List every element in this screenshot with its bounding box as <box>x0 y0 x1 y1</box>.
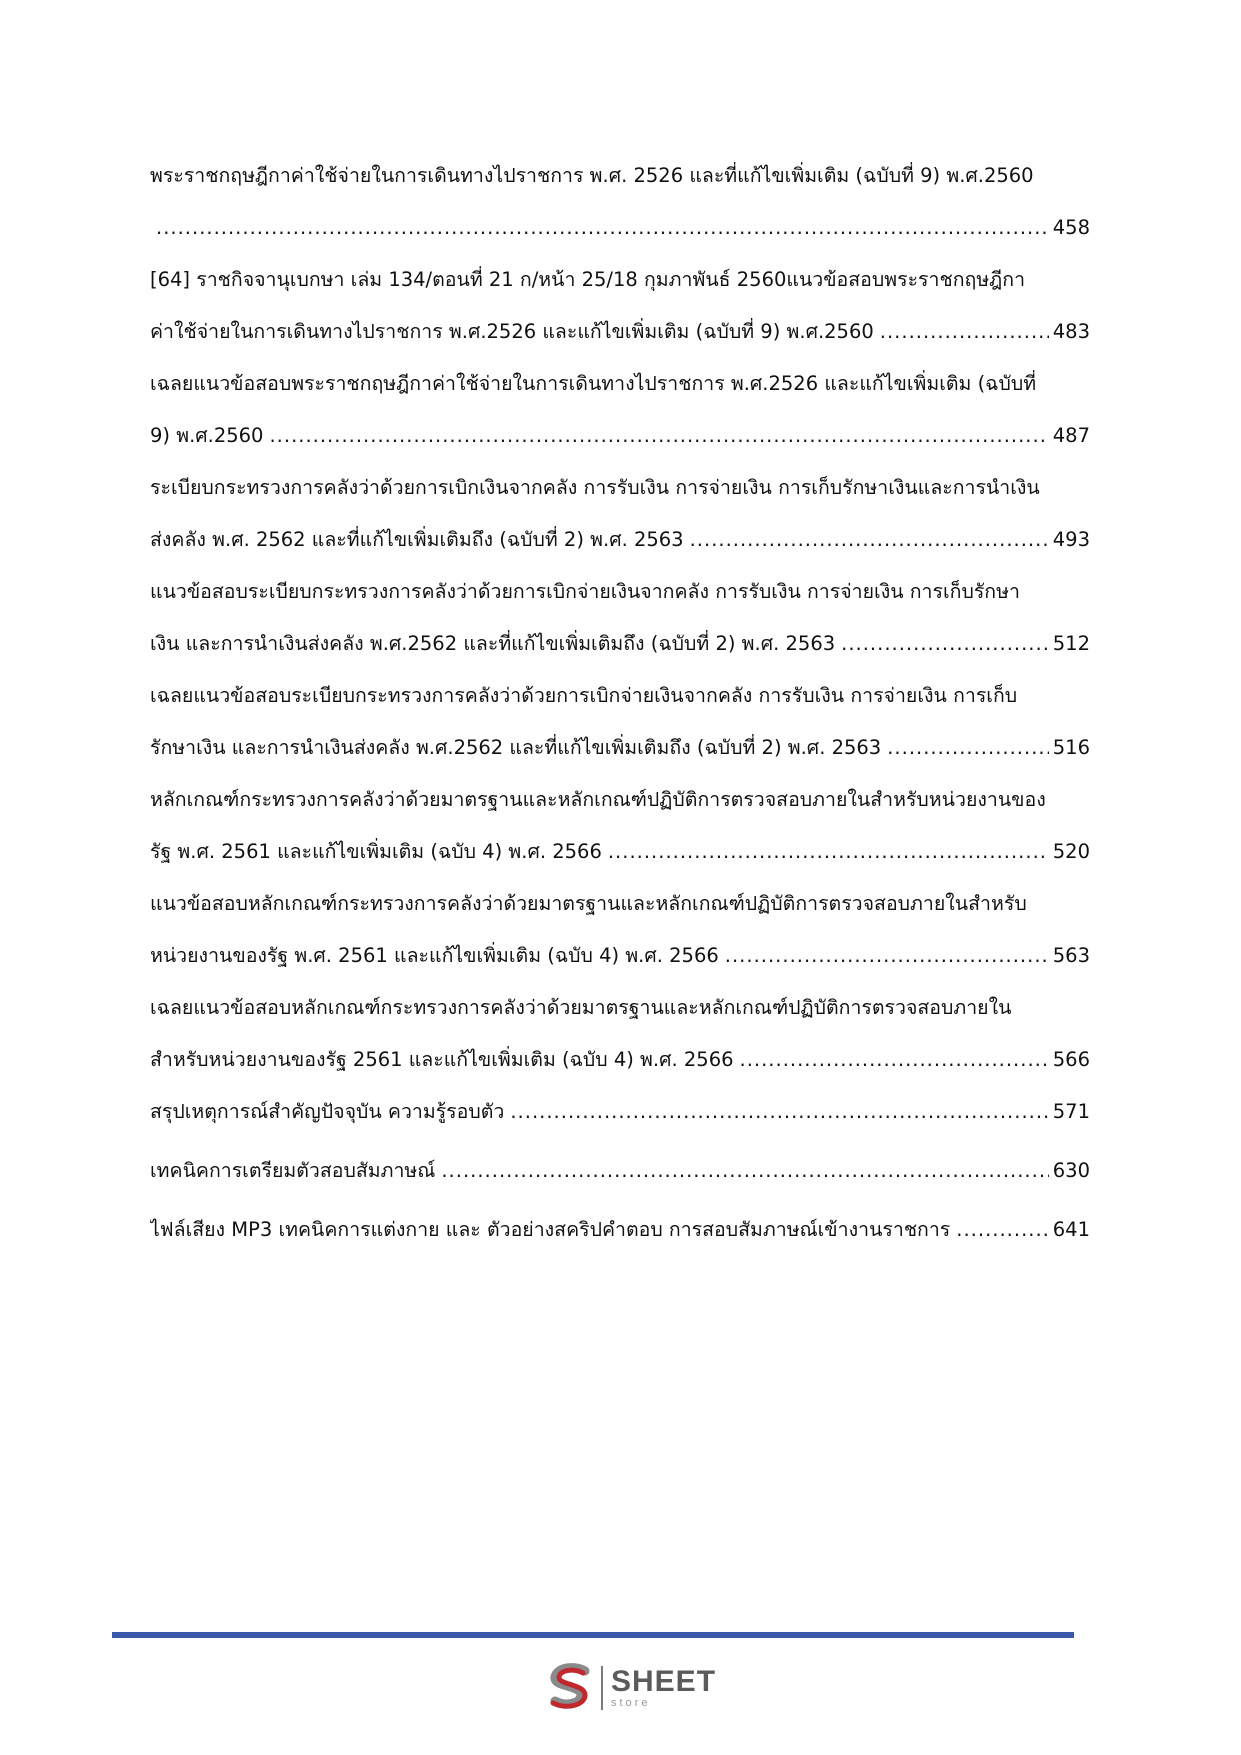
toc-entry[interactable] <box>150 982 1090 1086</box>
dot-leader <box>956 1204 1048 1256</box>
toc-entry-title: [64] ราชกิจจานุเบกษา เล่ม 134/ตอนที่ 21 ก/หน้า 25/18 กุมภาพันธ์ 2560แนวข้อสอบพระราชกฤษฎีกา <box>150 268 1026 291</box>
toc-entry[interactable] <box>150 462 1090 566</box>
toc-page-number: 571 <box>1052 1100 1090 1123</box>
toc-entry-title: เฉลยแนวข้อสอบระเบียบกระทรวงการคลังว่าด้วยการเบิกจ่ายเงินจากคลัง การรับเงิน การจ่ายเงิน การเก็บ <box>150 684 1018 707</box>
toc-entry-title-cont: 9) พ.ศ.2560 <box>150 424 264 447</box>
toc-page-number: 493 <box>1052 528 1090 551</box>
toc-entry[interactable] <box>150 670 1090 774</box>
dot-leader <box>887 722 1049 774</box>
toc-entry[interactable] <box>150 254 1090 358</box>
toc-entry-title: พระราชกฤษฎีกาค่าใช้จ่ายในการเดินทางไปราชการ พ.ศ. 2526 และที่แก้ไขเพิ่มเติม (ฉบับที่ 9) พ.ศ.2560 <box>150 164 1034 187</box>
logo-subtitle: store <box>611 1697 651 1709</box>
dot-leader <box>441 1145 1048 1197</box>
dot-leader <box>156 202 1049 254</box>
toc-entry-title: เฉลยแนวข้อสอบหลักเกณฑ์กระทรวงการคลังว่าด้วยมาตรฐานและหลักเกณฑ์ปฏิบัติการตรวจสอบภายใน <box>150 996 1012 1019</box>
toc-entry[interactable] <box>150 1204 1090 1263</box>
toc-page-number: 483 <box>1052 320 1090 343</box>
footer-rule <box>112 1632 1074 1638</box>
toc-entry-title: แนวข้อสอบหลักเกณฑ์กระทรวงการคลังว่าด้วยมาตรฐานและหลักเกณฑ์ปฏิบัติการตรวจสอบภายในสำหรับ <box>150 892 1027 915</box>
toc-page-number: 566 <box>1052 1048 1090 1071</box>
toc-entry-title-cont: รัฐ พ.ศ. 2561 และแก้ไขเพิ่มเติม (ฉบับ 4) พ.ศ. 2566 <box>150 840 602 863</box>
toc-entry[interactable] <box>150 774 1090 878</box>
toc-page-number: 630 <box>1052 1159 1090 1182</box>
logo-title: SHEET <box>611 1665 717 1698</box>
toc-entry-title-cont: รักษาเงิน และการนำเงินส่งคลัง พ.ศ.2562 และที่แก้ไขเพิ่มเติมถึง (ฉบับที่ 2) พ.ศ. 2563 <box>150 736 882 759</box>
toc-page-number: 563 <box>1052 944 1090 967</box>
dot-leader <box>725 930 1049 982</box>
toc-entry-title: เฉลยแนวข้อสอบพระราชกฤษฎีกาค่าใช้จ่ายในการเดินทางไปราชการ พ.ศ.2526 และแก้ไขเพิ่มเติม (ฉบับที่ <box>150 372 1037 395</box>
toc-entry-title: เทคนิคการเตรียมตัวสอบสัมภาษณ์ <box>150 1159 436 1182</box>
toc-entry-title: ระเบียบกระทรวงการคลังว่าด้วยการเบิกเงินจากคลัง การรับเงิน การจ่ายเงิน การเก็บรักษาเงินและการนำเงิน <box>150 476 1040 499</box>
sheet-store-logo-icon <box>545 1663 595 1713</box>
dot-leader <box>740 1034 1049 1086</box>
table-of-contents <box>150 150 1090 1263</box>
toc-entry[interactable] <box>150 1145 1090 1204</box>
logo-separator <box>601 1666 603 1710</box>
dot-leader <box>510 1086 1048 1138</box>
toc-entry-title-cont: สำหรับหน่วยงานของรัฐ 2561 และแก้ไขเพิ่มเติม (ฉบับ 4) พ.ศ. 2566 <box>150 1048 734 1071</box>
toc-entry[interactable] <box>150 150 1090 254</box>
logo-text <box>611 1667 716 1709</box>
toc-page-number: 516 <box>1052 736 1090 759</box>
dot-leader <box>880 306 1049 358</box>
toc-entry-title-cont: เงิน และการนำเงินส่งคลัง พ.ศ.2562 และที่แก้ไขเพิ่มเติมถึง (ฉบับที่ 2) พ.ศ. 2563 <box>150 632 836 655</box>
sheet-store-logo <box>545 1660 716 1716</box>
toc-entry-title-cont: ส่งคลัง พ.ศ. 2562 และที่แก้ไขเพิ่มเติมถึง (ฉบับที่ 2) พ.ศ. 2563 <box>150 528 684 551</box>
toc-entry-title-cont: หน่วยงานของรัฐ พ.ศ. 2561 และแก้ไขเพิ่มเติม (ฉบับ 4) พ.ศ. 2566 <box>150 944 719 967</box>
dot-leader <box>269 410 1048 462</box>
toc-entry[interactable] <box>150 878 1090 982</box>
toc-entry[interactable] <box>150 1086 1090 1145</box>
toc-entry-title: หลักเกณฑ์กระทรวงการคลังว่าด้วยมาตรฐานและหลักเกณฑ์ปฏิบัติการตรวจสอบภายในสำหรับหน่วยงานของ <box>150 788 1046 811</box>
toc-entry-title: สรุปเหตุการณ์สำคัญปัจจุบัน ความรู้รอบตัว <box>150 1100 505 1123</box>
toc-page-number: 512 <box>1052 632 1090 655</box>
toc-entry[interactable] <box>150 358 1090 462</box>
dot-leader <box>690 514 1049 566</box>
toc-entry-title: ไฟล์เสียง MP3 เทคนิคการแต่งกาย และ ตัวอย่างสคริปคำตอบ การสอบสัมภาษณ์เข้างานราชการ <box>150 1218 951 1241</box>
toc-page-number: 520 <box>1052 840 1090 863</box>
toc-entry-title: แนวข้อสอบระเบียบกระทรวงการคลังว่าด้วยการเบิกจ่ายเงินจากคลัง การรับเงิน การจ่ายเงิน การเก็บรักษา <box>150 580 1020 603</box>
toc-entry-title-cont: ค่าใช้จ่ายในการเดินทางไปราชการ พ.ศ.2526 และแก้ไขเพิ่มเติม (ฉบับที่ 9) พ.ศ.2560 <box>150 320 874 343</box>
toc-entry[interactable] <box>150 566 1090 670</box>
toc-page-number: 641 <box>1052 1218 1090 1241</box>
toc-page-number: 487 <box>1052 424 1090 447</box>
toc-page-number: 458 <box>1052 216 1090 239</box>
dot-leader <box>841 618 1049 670</box>
dot-leader <box>608 826 1049 878</box>
